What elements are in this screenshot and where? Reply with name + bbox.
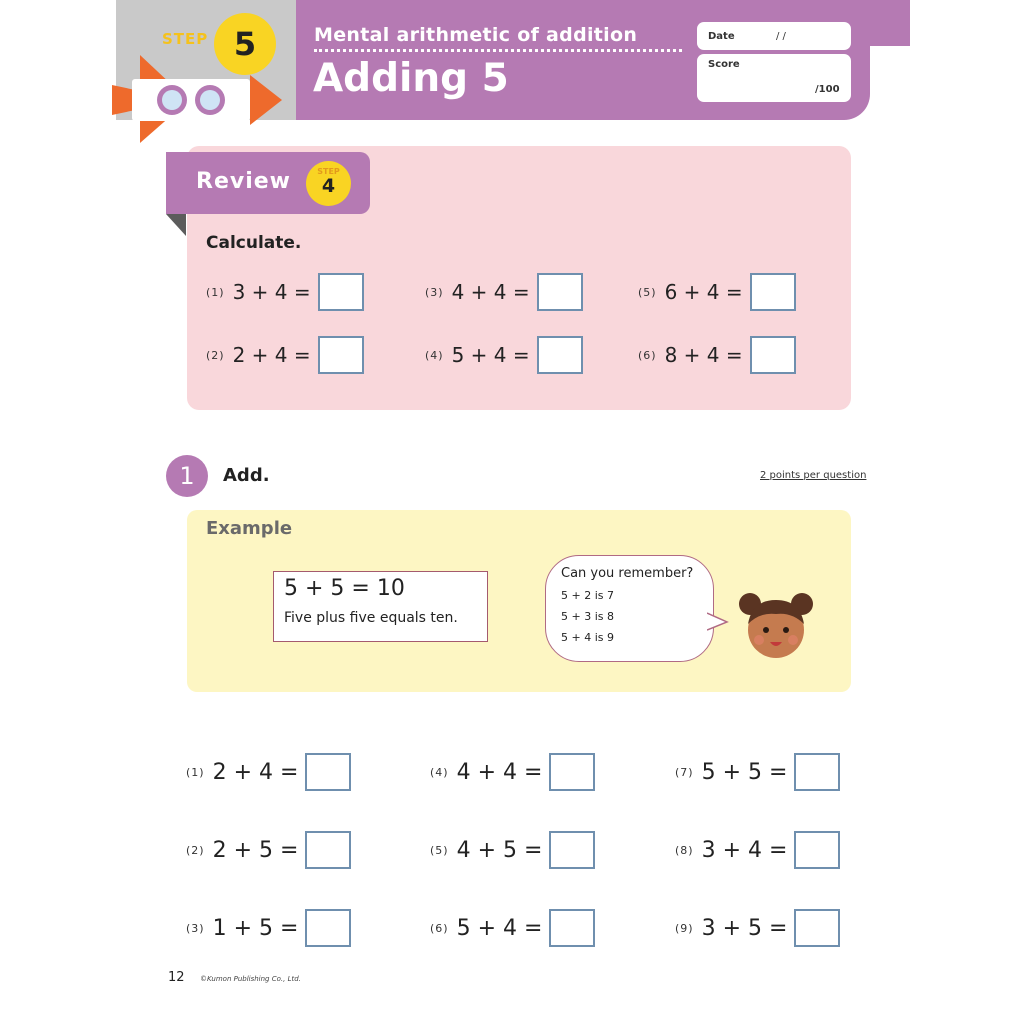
problem-expression: 5 + 4 = bbox=[451, 343, 530, 367]
problem-expression: 2 + 5 = bbox=[212, 837, 299, 863]
girl-face-illustration bbox=[734, 590, 818, 662]
answer-box[interactable] bbox=[750, 336, 796, 374]
problem-number: (6) bbox=[638, 348, 657, 362]
bubble-line: 5 + 4 is 9 bbox=[561, 631, 614, 644]
add-problem bbox=[186, 752, 351, 792]
problem-expression: 5 + 4 = bbox=[456, 915, 543, 941]
problem-expression: 4 + 4 = bbox=[456, 759, 543, 785]
review-tab-fold bbox=[166, 214, 186, 236]
answer-box[interactable] bbox=[537, 273, 583, 311]
problem-number: (9) bbox=[675, 921, 694, 935]
problem-number: (3) bbox=[186, 921, 205, 935]
problem-number: (4) bbox=[430, 765, 449, 779]
step-label: STEP bbox=[162, 30, 209, 48]
answer-box[interactable] bbox=[305, 753, 351, 791]
problem-expression: 2 + 4 = bbox=[232, 343, 311, 367]
section-instruction: Add. bbox=[223, 465, 270, 486]
review-instruction: Calculate. bbox=[206, 233, 302, 253]
page-subtitle: Mental arithmetic of addition bbox=[314, 24, 638, 46]
score-total: /100 bbox=[815, 84, 840, 95]
bubble-line: 5 + 2 is 7 bbox=[561, 589, 614, 602]
answer-box[interactable] bbox=[549, 831, 595, 869]
problem-number: (8) bbox=[675, 843, 694, 857]
bubble-line: 5 + 3 is 8 bbox=[561, 610, 614, 623]
points-note: 2 points per question bbox=[760, 470, 867, 481]
problem-number: (5) bbox=[638, 285, 657, 299]
speech-bubble-tail bbox=[707, 612, 729, 632]
header-tab bbox=[850, 0, 910, 46]
problem-number: (1) bbox=[206, 285, 225, 299]
add-problem bbox=[430, 908, 595, 948]
add-problem bbox=[675, 908, 840, 948]
score-label: Score bbox=[708, 59, 740, 70]
add-problem bbox=[430, 830, 595, 870]
review-problem bbox=[206, 272, 364, 312]
problem-number: (2) bbox=[186, 843, 205, 857]
problem-number: (2) bbox=[206, 348, 225, 362]
example-equation: 5 + 5 = 10 bbox=[284, 576, 405, 601]
problem-expression: 6 + 4 = bbox=[664, 280, 743, 304]
problem-expression: 2 + 4 = bbox=[212, 759, 299, 785]
problem-number: (4) bbox=[425, 348, 444, 362]
review-label: Review bbox=[196, 169, 291, 194]
page-number: 12 bbox=[168, 970, 185, 985]
add-problem bbox=[430, 752, 595, 792]
answer-box[interactable] bbox=[318, 336, 364, 374]
problem-expression: 4 + 4 = bbox=[451, 280, 530, 304]
bubble-heading: Can you remember? bbox=[561, 566, 694, 581]
dotted-divider bbox=[314, 49, 682, 52]
answer-box[interactable] bbox=[537, 336, 583, 374]
problem-number: (7) bbox=[675, 765, 694, 779]
review-problem bbox=[638, 335, 796, 375]
answer-box[interactable] bbox=[549, 909, 595, 947]
add-problem bbox=[186, 908, 351, 948]
review-problem bbox=[638, 272, 796, 312]
problem-number: (3) bbox=[425, 285, 444, 299]
review-step-label: STEP bbox=[317, 167, 340, 176]
review-problem bbox=[425, 335, 583, 375]
example-label: Example bbox=[206, 518, 293, 539]
problem-expression: 1 + 5 = bbox=[212, 915, 299, 941]
problem-number: (1) bbox=[186, 765, 205, 779]
answer-box[interactable] bbox=[318, 273, 364, 311]
review-step-number: 4 bbox=[321, 175, 336, 197]
example-words: Five plus five equals ten. bbox=[284, 610, 458, 626]
review-problem bbox=[206, 335, 364, 375]
answer-box[interactable] bbox=[549, 753, 595, 791]
problem-expression: 3 + 4 = bbox=[701, 837, 788, 863]
problem-number: (6) bbox=[430, 921, 449, 935]
page-title: Adding 5 bbox=[313, 56, 509, 101]
answer-box[interactable] bbox=[305, 909, 351, 947]
problem-expression: 4 + 5 = bbox=[456, 837, 543, 863]
answer-box[interactable] bbox=[794, 831, 840, 869]
add-problem bbox=[675, 830, 840, 870]
date-label: Date bbox=[708, 31, 735, 42]
copyright-notice: ©Kumon Publishing Co., Ltd. bbox=[200, 975, 301, 983]
answer-box[interactable] bbox=[794, 909, 840, 947]
answer-box[interactable] bbox=[750, 273, 796, 311]
add-problem bbox=[675, 752, 840, 792]
answer-box[interactable] bbox=[305, 831, 351, 869]
step-number: 5 bbox=[233, 25, 257, 63]
date-slashes: / / bbox=[776, 31, 786, 42]
review-problem bbox=[425, 272, 583, 312]
problem-expression: 8 + 4 = bbox=[664, 343, 743, 367]
problem-expression: 5 + 5 = bbox=[701, 759, 788, 785]
problem-expression: 3 + 4 = bbox=[232, 280, 311, 304]
answer-box[interactable] bbox=[794, 753, 840, 791]
section-number: 1 bbox=[179, 462, 195, 490]
add-problem bbox=[186, 830, 351, 870]
problem-number: (5) bbox=[430, 843, 449, 857]
problem-expression: 3 + 5 = bbox=[701, 915, 788, 941]
